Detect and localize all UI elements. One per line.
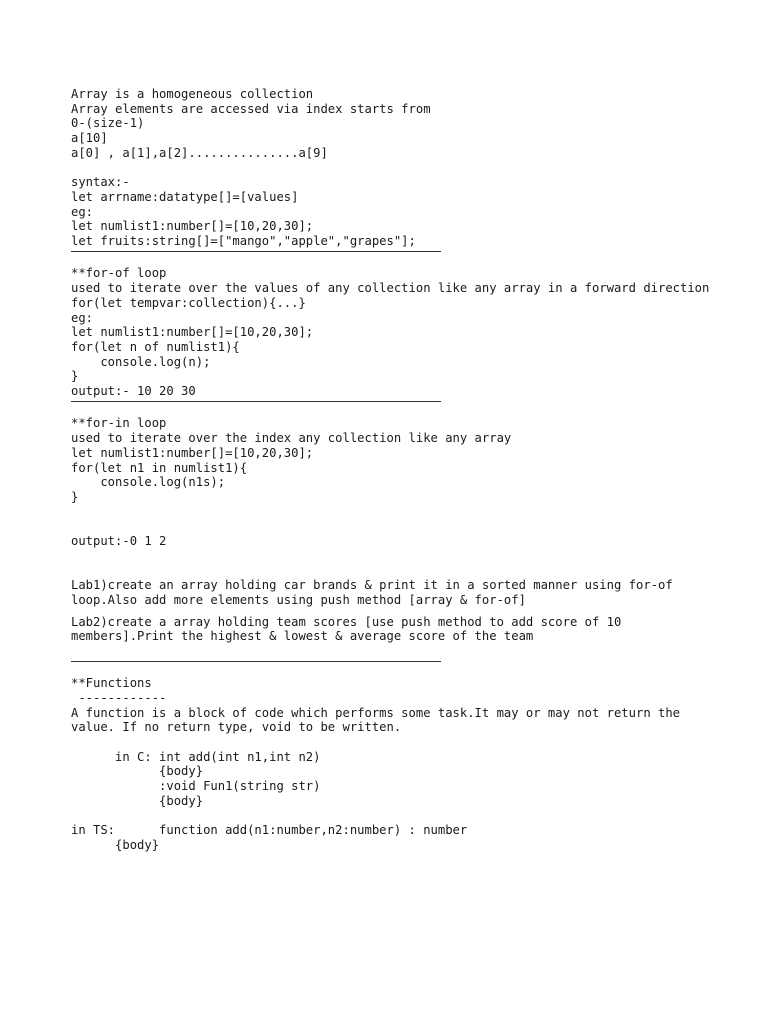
code-line: {body} [71,793,204,808]
text-line: 0-(size-1) [71,116,145,131]
code-line: in TS: function add(n1:number,n2:number) : number [71,823,468,838]
heading-underline: ------------ [71,690,167,705]
text-line: Array elements are accessed via index starts from [71,101,431,116]
code-line: :void Fun1(string str) [71,779,321,794]
text-line: a[0] , a[1],a[2]...............a[9] [71,145,328,160]
text-line: used to iterate over the values of any collection like any array in a forward direction [71,281,710,296]
section-heading: **Functions [71,676,152,691]
output-line: output:-0 1 2 [71,534,167,549]
functions-section [71,676,721,852]
document-page [71,87,721,853]
section-heading: **for-in loop [71,416,167,431]
code-line: console.log(n1s); [71,475,226,490]
code-line: } [71,489,79,504]
text-line: a[10] [71,131,108,146]
text-line: syntax:- [71,175,130,190]
text-line: eg: [71,204,94,219]
text-line: let arrname:datatype[]=[values] [71,189,299,204]
code-line: let numlist1:number[]=[10,20,30]; [71,325,314,340]
section-heading: **for-of loop [71,266,167,281]
function-description: A function is a block of code which performs some task.It may or may not return the value. If no return type, void to be written. [71,705,688,735]
code-line: {body} [71,764,204,779]
code-line: in C: int add(int n1,int n2) [71,749,321,764]
code-line: for(let n1 in numlist1){ [71,460,248,475]
lab2-text: Lab2)create a array holding team scores [use push method to add score of 10 members].Print the highest & lowest & average score of the team [71,614,629,644]
code-line: console.log(n); [71,354,211,369]
code-line: {body} [71,837,160,852]
code-line: for(let n of numlist1){ [71,339,240,354]
code-line: for(let tempvar:collection){...} [71,295,306,310]
code-line: let numlist1:number[]=[10,20,30]; [71,219,314,234]
code-line: let fruits:string[]=["mango","apple","grapes"]; [71,234,416,249]
lab1-text: Lab1)create an array holding car brands & print it in a sorted manner using for-of loop.Also add more elements using push method [array & for-of] [71,578,681,607]
output-line: output:- 10 20 30 [71,384,196,399]
for-of-section [71,266,721,398]
text-line: Array is a homogeneous collection [71,87,314,101]
code-line: let numlist1:number[]=[10,20,30]; [71,445,314,460]
array-section [71,87,721,249]
text-line: eg: [71,310,94,325]
code-line: } [71,369,79,384]
labs-section [71,578,721,644]
text-line: used to iterate over the index any collection like any array [71,431,512,446]
for-in-section [71,416,721,548]
